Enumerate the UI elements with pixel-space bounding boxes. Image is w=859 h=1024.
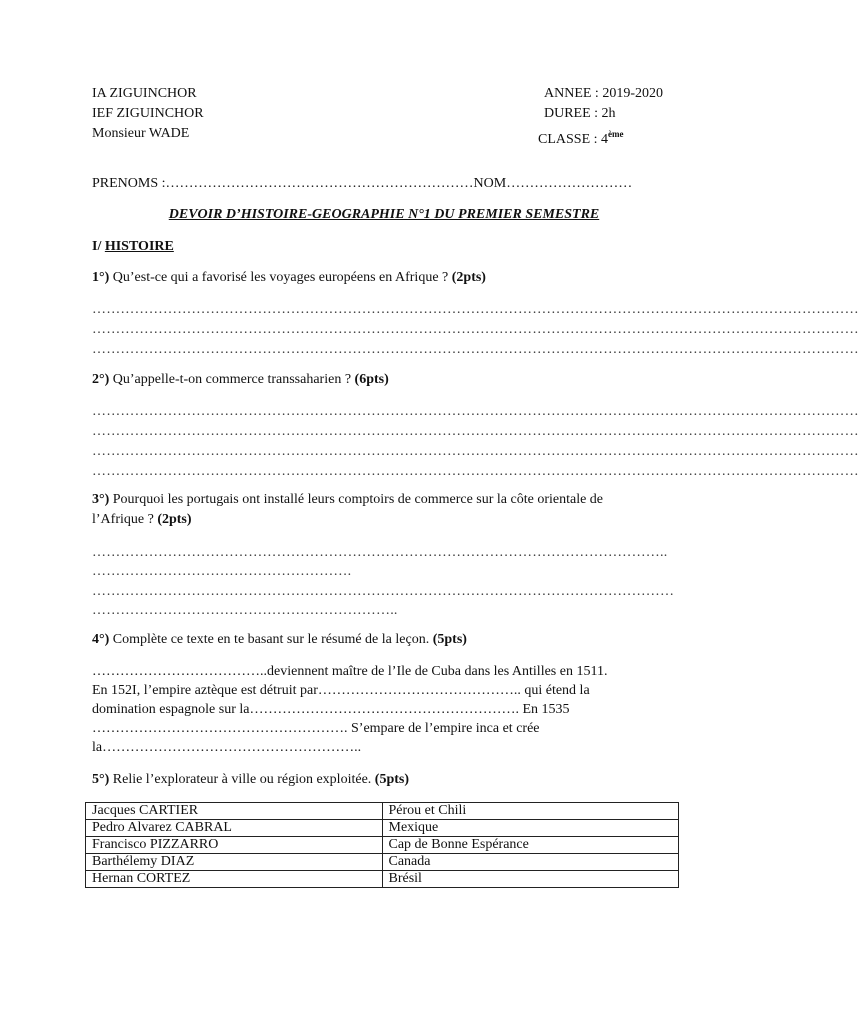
q4-text-line: ………………………………………………. S’empare de l’empire inca et crée [92, 721, 540, 736]
q3-answer-line[interactable]: ………………………………………………. [92, 564, 352, 579]
header-ief: IEF ZIGUINCHOR [92, 106, 204, 121]
table-row [86, 803, 679, 820]
q1-number: 1°) [92, 270, 110, 285]
q3-number: 3°) [92, 492, 110, 507]
matching-table [85, 802, 679, 888]
q4-text-line: ………………………………..deviennent maître de l’Ile de Cuba dans les Antilles en 1511. [92, 664, 608, 679]
place-cell[interactable]: Canada [382, 854, 679, 871]
q2-answer-line[interactable]: ……………………………………………………………………………………………………………………………………………… [92, 404, 859, 419]
question-3-cont [92, 510, 192, 530]
explorer-cell[interactable]: Pedro Alvarez CABRAL [86, 820, 383, 837]
table-row [86, 837, 679, 854]
header-inspection: IA ZIGUINCHOR [92, 86, 197, 101]
question-2 [92, 370, 389, 390]
place-cell[interactable]: Mexique [382, 820, 679, 837]
explorer-cell[interactable]: Francisco PIZZARRO [86, 837, 383, 854]
q2-answer-line[interactable]: ……………………………………………………………………………………………………………………………………………… [92, 444, 859, 459]
exam-title: DEVOIR D’HISTOIRE-GEOGRAPHIE N°1 DU PREMIER SEMESTRE [168, 207, 600, 222]
q4-text-line: la……………………………………………….. [92, 740, 362, 755]
section-number: I/ [92, 239, 105, 254]
q5-points: (5pts) [374, 772, 410, 787]
explorer-cell[interactable]: Jacques CARTIER [86, 803, 383, 820]
header-annee: ANNEE : 2019-2020 [544, 86, 663, 101]
q1-answer-line[interactable]: ……………………………………………………………………………………………………………………………………………… [92, 322, 859, 337]
q5-text: Relie l’explorateur à ville ou région exploitée. [109, 772, 375, 787]
q2-answer-line[interactable]: ……………………………………………………………………………………………………………………………………………… [92, 464, 859, 479]
q3-text-line1: Pourquoi les portugais ont installé leurs comptoirs de commerce sur la côte orientale de [109, 492, 604, 507]
question-1 [92, 268, 486, 288]
q1-text: Qu’est-ce qui a favorisé les voyages européens en Afrique ? [109, 270, 452, 285]
header-classe [538, 124, 624, 150]
section-label: HISTOIRE [104, 239, 174, 254]
question-3 [92, 490, 603, 510]
q4-text: Complète ce texte en te basant sur le résumé de la leçon. [109, 632, 433, 647]
explorer-cell[interactable]: Barthélemy DIAZ [86, 854, 383, 871]
place-cell[interactable]: Brésil [382, 871, 679, 888]
q4-points: (5pts) [432, 632, 467, 647]
header-duree: DUREE : 2h [544, 106, 616, 121]
student-name-line: PRENOMS :…………………………………………………………NOM……………………… [92, 176, 633, 191]
table-row [86, 854, 679, 871]
question-4 [92, 630, 467, 650]
place-cell[interactable]: Pérou et Chili [382, 803, 679, 820]
q1-points: (2pts) [451, 270, 486, 285]
table-row [86, 871, 679, 888]
table-row [86, 820, 679, 837]
question-5 [92, 770, 409, 790]
classe-text: CLASSE : 4 [538, 132, 609, 147]
q4-number: 4°) [92, 632, 110, 647]
q3-answer-line[interactable]: ……………………………………………………….. [92, 603, 398, 618]
q2-number: 2°) [92, 372, 110, 387]
place-cell[interactable]: Cap de Bonne Espérance [382, 837, 679, 854]
q1-answer-line[interactable]: ……………………………………………………………………………………………………………………………………………… [92, 302, 859, 317]
q4-text-line: En 152I, l’empire aztèque est détruit par…………………………………….. qui étend la [92, 683, 590, 698]
q5-number: 5°) [92, 772, 110, 787]
q3-answer-line[interactable]: …………………………………………………………………………………………………………… [92, 584, 675, 599]
q3-points: (2pts) [157, 512, 192, 527]
q3-text-line2: l’Afrique ? [92, 512, 158, 527]
q1-answer-line[interactable]: ……………………………………………………………………………………………………………………………………………… [92, 342, 859, 357]
classe-superscript: ème [608, 129, 624, 139]
q2-answer-line[interactable]: ……………………………………………………………………………………………………………………………………………… [92, 424, 859, 439]
section-heading [92, 237, 174, 257]
q3-answer-line[interactable]: ………………………………………………………………………………………………………….. [92, 545, 668, 560]
q4-text-line: domination espagnole sur la…………………………………………………. En 1535 [92, 702, 570, 717]
q2-text: Qu’appelle-t-on commerce transsaharien ? [109, 372, 355, 387]
header-teacher: Monsieur WADE [92, 126, 190, 141]
q2-points: (6pts) [354, 372, 389, 387]
explorer-cell[interactable]: Hernan CORTEZ [86, 871, 383, 888]
